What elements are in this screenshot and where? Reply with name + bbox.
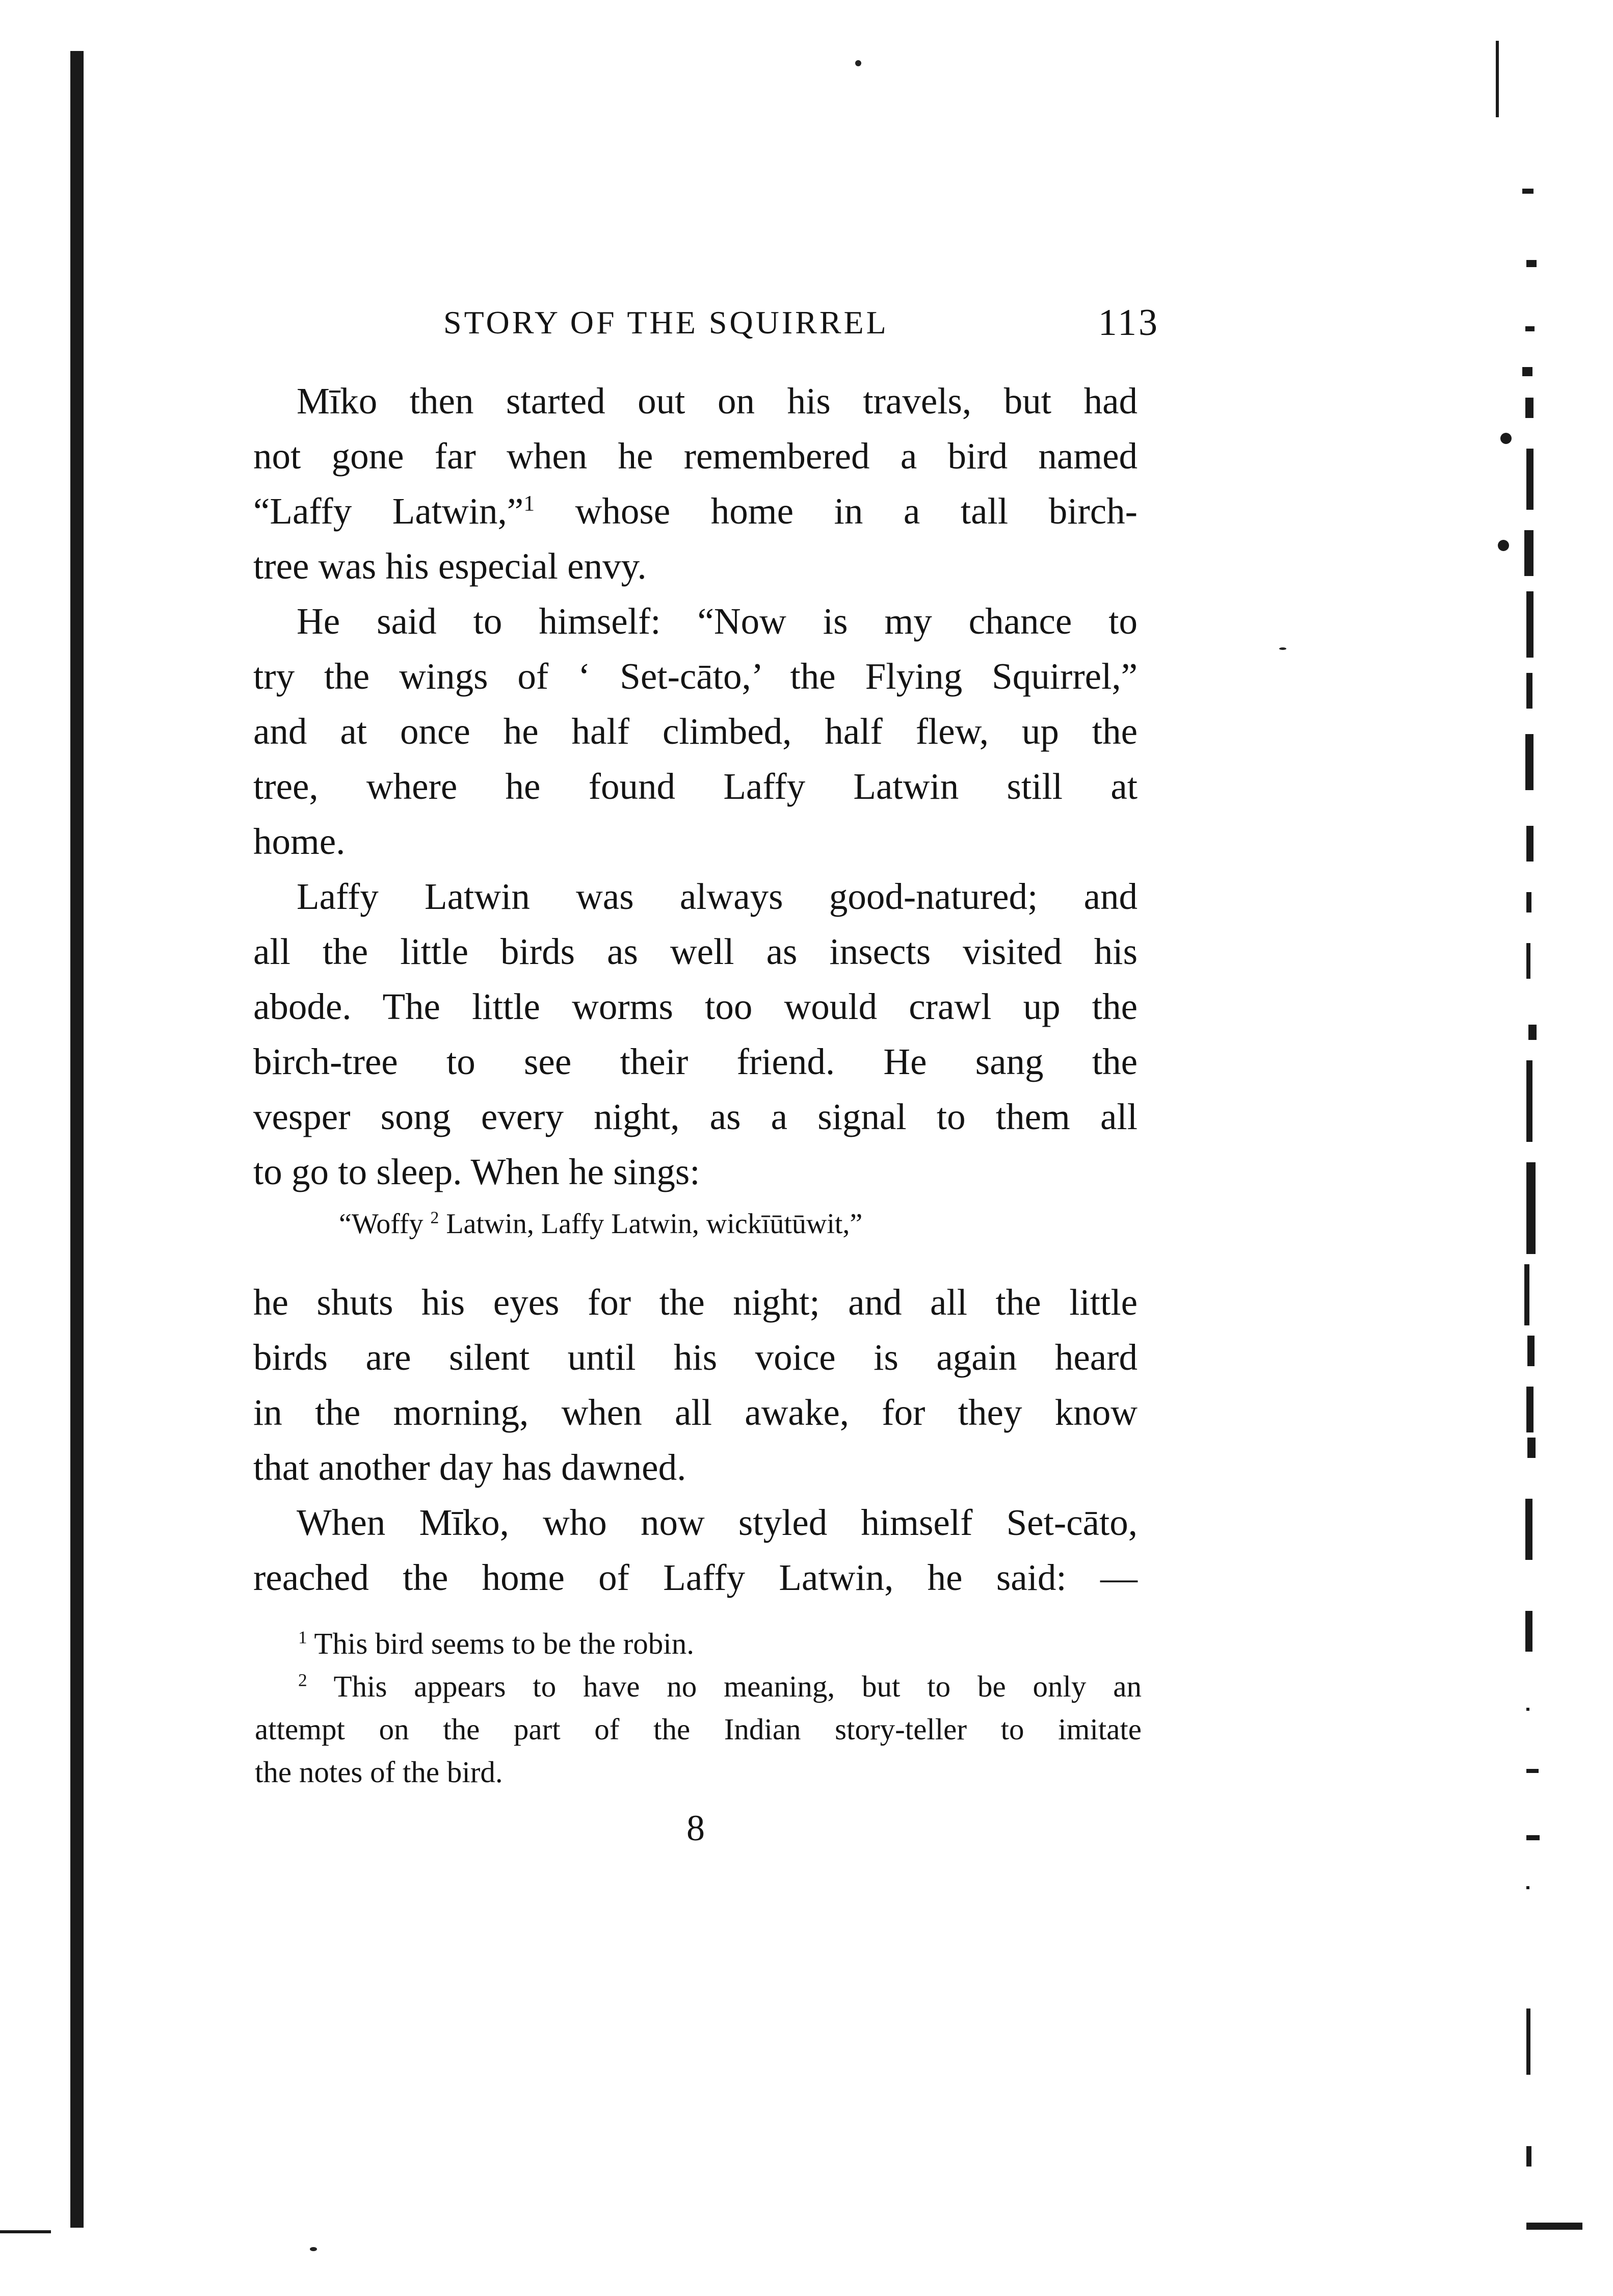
left-binding-rule (70, 51, 84, 2228)
text-line: birds are silent until his voice is again heard (253, 1337, 1138, 1378)
footnote-2: $^2$ This appears to have no meaning, but to be only an (298, 1669, 1142, 1703)
text-line: When Mīko, who now styled himself Set-cāto, (297, 1502, 1138, 1543)
scan-speck (855, 60, 861, 66)
scan-edge-marks (1475, 31, 1608, 2274)
verse-line: “Woffy $^2$ Latwin, Laffy Latwin, wickīūtūwit,” (339, 1208, 863, 1240)
text-line: and at once he half climbed, half flew, up the (253, 711, 1138, 752)
text-line: vesper song every night, as a signal to them all (253, 1096, 1138, 1137)
text-line: to go to sleep. When he sings: (253, 1151, 700, 1192)
text-line: Mīko then started out on his travels, but had (297, 380, 1138, 422)
footnote-1: $^1$ This bird seems to be the robin. (298, 1627, 694, 1660)
paragraph (253, 594, 1138, 869)
text-line: “Laffy Latwin,”$^1$ whose home in a tall birch- (253, 490, 1138, 532)
footnote-marker: 2 (298, 1669, 307, 1690)
footnote-ref: 1 (523, 491, 535, 516)
text-line: tree was his especial envy. (253, 545, 647, 587)
footnote-marker: 1 (298, 1627, 307, 1648)
scan-speck (1279, 647, 1286, 650)
footnote-2-line: attempt on the part of the Indian story-teller to imitate (255, 1712, 1142, 1746)
scan-speck (310, 2247, 317, 2251)
footnote-2-line: the notes of the bird. (255, 1755, 503, 1789)
text-line: not gone far when he remembered a bird named (253, 435, 1138, 477)
signature-mark: 8 (686, 1808, 705, 1848)
text-line: try the wings of ‘ Set-cāto,’ the Flying Squirrel,” (253, 656, 1138, 697)
paragraph (253, 1495, 1138, 1605)
text-line: home. (253, 821, 346, 862)
running-title: STORY OF THE SQUIRREL (443, 304, 889, 341)
text-line: tree, where he found Laffy Latwin still at (253, 766, 1138, 807)
text-line: reached the home of Laffy Latwin, he said: — (253, 1557, 1138, 1598)
footnote-ref: 2 (430, 1208, 439, 1228)
text-line: that another day has dawned. (253, 1447, 686, 1488)
text-line: he shuts his eyes for the night; and all the little (253, 1282, 1138, 1323)
paragraph (253, 1275, 1138, 1495)
text-line: He said to himself: “Now is my chance to (297, 601, 1138, 642)
text-line: Laffy Latwin was always good-natured; and (297, 876, 1138, 917)
text-line: birch-tree to see their friend. He sang the (253, 1041, 1138, 1082)
body-text (253, 374, 1138, 1605)
paragraph (253, 869, 1138, 1199)
text-line: in the morning, when all awake, for they know (253, 1392, 1138, 1433)
text-line: all the little birds as well as insects visited his (253, 931, 1138, 972)
text-line: abode. The little worms too would crawl up the (253, 986, 1138, 1027)
page-number: 113 (1098, 302, 1159, 344)
running-header (443, 300, 1159, 346)
left-margin-mark (0, 2230, 51, 2233)
footnotes (255, 1622, 1142, 1793)
paragraph (253, 374, 1138, 594)
